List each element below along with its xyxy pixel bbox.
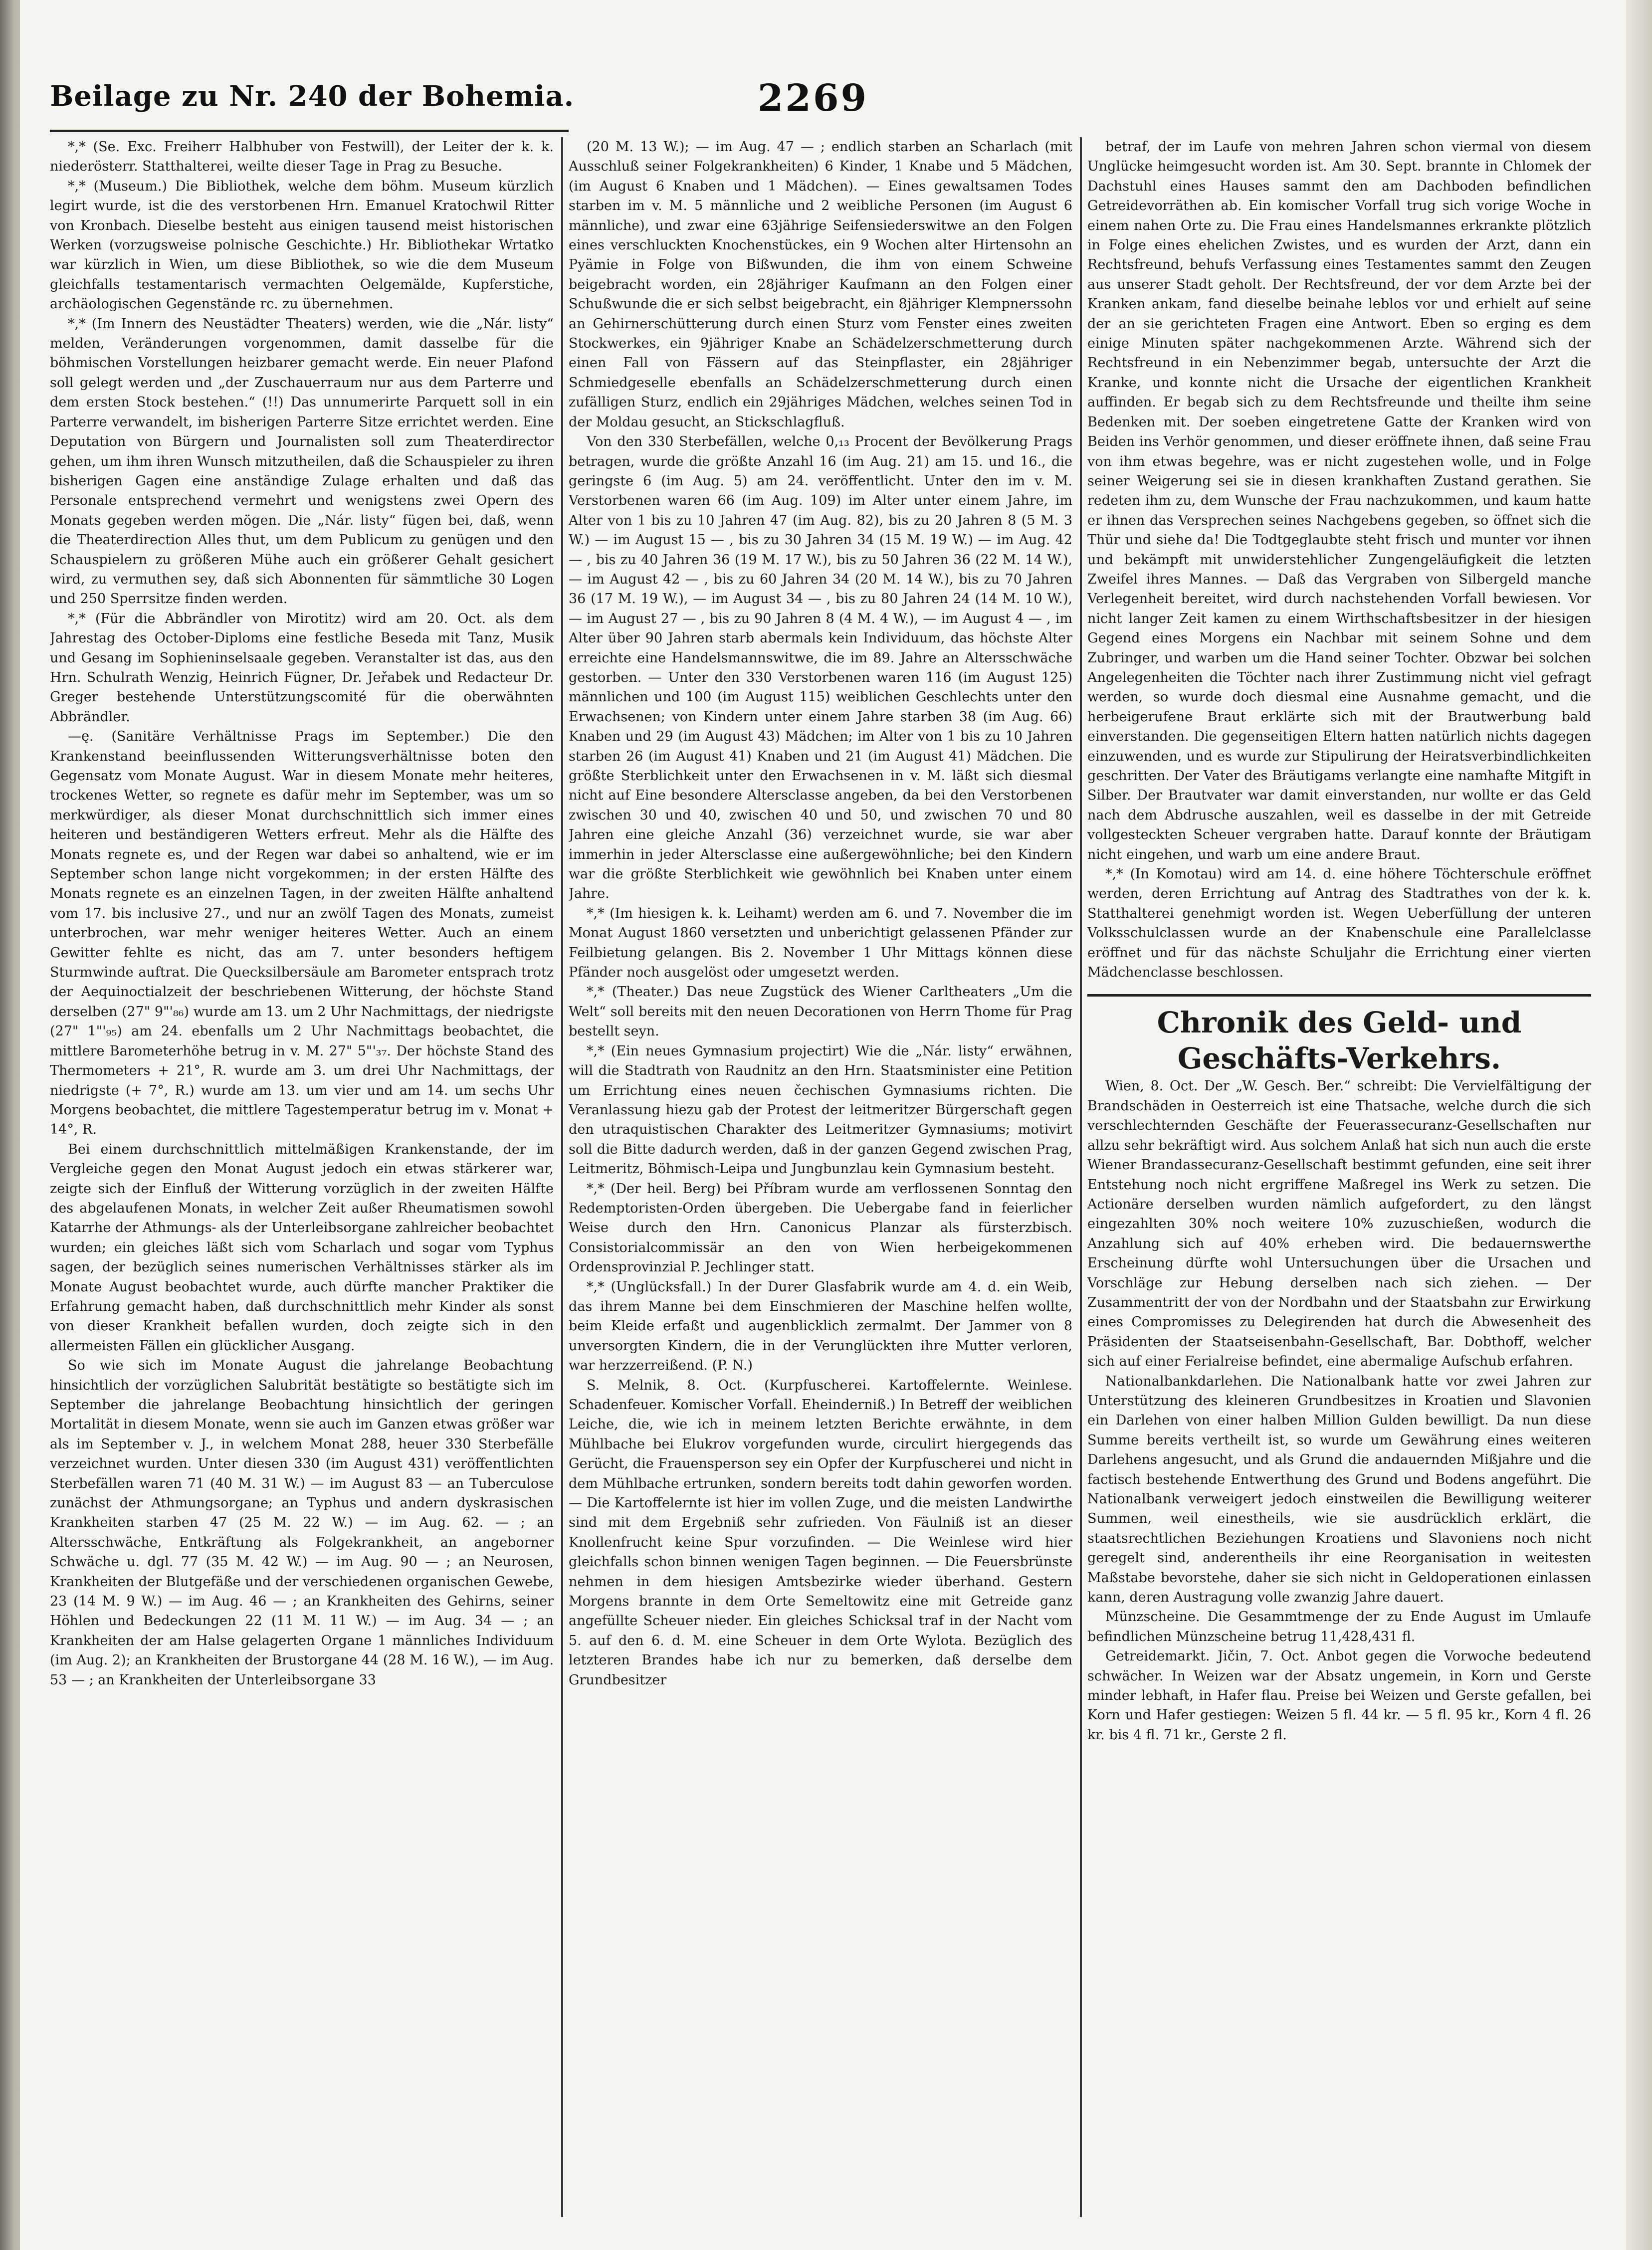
article-paragraph: Bei einem durchschnittlich mittelmäßigen Krankenstande, der im Vergleiche gegen den Monat August jedoch ein etwas stärkerer war, zeigte sich der Einfluß der Witterung vorzüglich in der zweiten Hälfte des abgelaufenen Monats, in welcher Zeit außer Rheumatismen sowohl Katarrhe der Athmungs- als der Unterleibsorgane zahlreicher beobachtet wurden; ein gleiches läßt sich vom Scharlach und sogar vom Typhus sagen, der bezüglich seines numerischen Verhältnisses stärker als im Monate August beobachtet wurde, auch dürfte mancher Praktiker die Erfahrung gemacht haben, daß durchschnittlich mehr Kinder als sonst von dieser Krankheit befallen wurden, doch zeigte sich in den allermeisten Fällen ein glücklicher Ausgang. <box>50 1141 554 1354</box>
article-paragraph: betraf, der im Laufe von mehren Jahren schon viermal von diesem Unglücke heimgesucht worden ist. Am 30. Sept. brannte in Chlomek der Dachstuhl eines Hauses sammt den am Dachboden befindlichen Getreidevorräthen ab. Ein komischer Vorfall trug sich vorige Woche in einem nahen Orte zu. Die Frau eines Handelsmannes erkrankte plötzlich in Folge eines ehelichen Zwistes, und es wurden der Arzt, dann ein Rechtsfreund, behufs Verfassung eines Testamentes sammt den Zeugen aus unserer Stadt geholt. Der Rechtsfreund, der vor dem Arzte bei der Kranken ankam, fand dieselbe beinahe leblos vor und erhielt auf seine der an sie gerichteten Fragen eine Antwort. Eben so erging es dem einige Minuten später nachgekommenen Arzte. Während sich der Rechtsfreund in ein Nebenzimmer begab, untersuchte der Arzt die Kranke, und konnte nicht die Ursache der eigentlichen Krankheit auffinden. Er begab sich zu dem Rechtsfreunde und theilte ihm seine Bedenken mit. Der soeben eingetretene Gatte der Kranken wird von Beiden ins Verhör genommen, und dieser eröffnete ihnen, daß seine Frau von ihm etwas begehre, was er nicht zugestehen wolle, und in Folge seiner Weigerung sei sie in diesen krankhaften Zustand gerathen. Sie redeten ihm zu, dem Wunsche der Frau nachzukommen, und kaum hatte er ihnen das Versprechen seines Nachgebens gegeben, so öffnet sich die Thür und siehe da! Die Todtgeglaubte steht frisch und munter vor ihnen und bekämpft mit unwiderstehlicher Zungengeläufigkeit die letzten Zweifel ihres Mannes. — Daß das Vergraben von Silbergeld manche Verlegenheit bereitet, wird durch nachstehenden Vorfall bewiesen. Vor nicht langer Zeit kamen zu einem Wirthschaftsbesitzer in der hiesigen Gegend eines Morgens ein Nachbar mit seinem Sohne und dem Zubringer, und warben um die Hand seiner Tochter. Obzwar bei solchen Angelegenheiten die Töchter nach ihrer Zustimmung nicht viel gefragt werden, so wurde doch diesmal eine Ausnahme gemacht, und die herbeigerufene Braut erklärte sich mit der Brautwerbung bald einverstanden. Die gegenseitigen Eltern hatten natürlich nichts dagegen einzuwenden, und es wurde zur Stipulirung der Heiratsverbindlichkeiten geschritten. Der Vater des Bräutigams verlangte eine namhafte Mitgift in Silber. Der Brautvater war damit einverstanden, nur wollte er das Geld nach dem Abdrusche auszahlen, weil es dasselbe in der mit Getreide vollgesteckten Scheuer vergraben hatte. Darauf konnte der Bräutigam nicht eingehen, und warb um eine andere Braut. <box>1087 139 1591 862</box>
article-paragraph: *,* (Se. Exc. Freiherr Halbhuber von Festwill), der Leiter der k. k. niederösterr. Statthalterei, weilte dieser Tage in Prag zu Besuche. <box>50 139 554 175</box>
section-heading: Chronik des Geld- und Geschäfts-Verkehrs. <box>1087 994 1591 1076</box>
column-middle <box>569 137 1072 2217</box>
article-paragraph: Münzscheine. Die Gesammtmenge der zu Ende August im Umlaufe befindlichen Münzscheine betrug 11,428,431 fl. <box>1087 1609 1591 1644</box>
column-divider <box>561 137 563 2217</box>
column-divider <box>1080 137 1082 2217</box>
article-paragraph: So wie sich im Monate August die jahrelange Beobachtung hinsichtlich der vorzüglichen Salubrität bestätigte so bestätigte sich im September die jahrelange Beobachtung hinsichtlich der geringen Mortalität in diesem Monate, wenn sie auch im Ganzen etwas größer war als im September v. J., in welchem Monat 288, heuer 330 Sterbefälle verzeichnet wurden. Unter diesen 330 (im August 431) veröffentlichten Sterbefällen waren 71 (40 M. 31 W.) — im August 83 — an Tuberculose zunächst der Athmungsorgane; an Typhus und andern dyskrasischen Krankheiten starben 47 (25 M. 22 W.) — im Aug. 62. — ; an Altersschwäche, Entkräftung als Folgekrankheit, an angeborner Schwäche u. dgl. 77 (35 M. 42 W.) — im Aug. 90 — ; an Neurosen, Krankheiten der Blutgefäße und der verschiedenen organischen Gewebe, 23 (14 M. 9 W.) — im Aug. 46 — ; an Krankheiten des Gehirns, seiner Höhlen und Bedeckungen 22 (11 M. 11 W.) — im Aug. 34 — ; an Krankheiten der am Halse gelagerten Organe 1 männliches Individuum (im Aug. 2); an Krankheiten der Brustorgane 44 (28 M. 16 W.), — im Aug. 53 — ; an Krankheiten der Unterleibsorgane 33 <box>50 1358 554 1688</box>
article-paragraph: Nationalbankdarlehen. Die Nationalbank hatte vor zwei Jahren zur Unterstützung des kleineren Grundbesitzes in Kroatien und Slavonien ein Darlehen von einer halben Million Gulden bewilligt. Da nun diese Summe bereits vertheilt ist, so wurde um Gewährung eines weiteren Darlehens angesucht, und als Grund die andauernden Mißjahre und die factisch bestehende Entwerthung des Grund und Bodens angeführt. Die Nationalbank verweigert jedoch einstweilen die Bewilligung weiterer Summen, weil einestheils, wie sie ausdrücklich erklärt, die staatsrechtlichen Beziehungen Kroatiens und Slavoniens noch nicht geregelt sind, anderentheils ihr eine Reorganisation in weitesten Maßstabe bevorstehe, daher sie sich nicht in Geldoperationen einlassen kann, deren Austragung volle zwanzig Jahre dauert. <box>1087 1373 1591 1606</box>
article-paragraph: *,* (Ein neues Gymnasium projectirt) Wie die „Nár. listy“ erwähnen, will die Stadtrath von Raudnitz an den Hrn. Staatsminister eine Petition um Errichtung eines neuen čechischen Gymnasiums richten. Die Veranlassung hiezu gab der Protest der leitmeritzer Bürgerschaft gegen den utraquistischen Charakter des Leitmeritzer Gymnasiums; motivirt soll die Bitte dadurch werden, daß in der ganzen Gegend zwischen Prag, Leitmeritz, Böhmisch-Leipa und Jungbunzlau kein Gymnasium besteht. <box>569 1043 1072 1177</box>
page-number: 2269 <box>758 77 868 120</box>
article-paragraph: Getreidemarkt. Jičin, 7. Oct. Anbot gegen die Vorwoche bedeutend schwächer. In Weizen war der Absatz ungemein, in Korn und Gerste minder lebhaft, in Hafer flau. Preise bei Weizen und Gerste gefallen, bei Korn und Hafer gestiegen: Weizen 5 fl. 44 kr. — 5 fl. 95 kr., Korn 4 fl. 26 kr. bis 4 fl. 71 kr., Gerste 2 fl. <box>1087 1648 1591 1743</box>
article-paragraph: *,* (In Komotau) wird am 14. d. eine höhere Töchterschule eröffnet werden, deren Errichtung auf Antrag des Stadtrathes von der k. k. Statthalterei genehmigt worden ist. Wegen Ueberfüllung der unteren Volksschulclassen wurde an der Knabenschule eine Parallelclasse eröffnet und für das nächste Schuljahr die Errichtung einer vierten Mädchenclasse beschlossen. <box>1087 866 1591 981</box>
article-paragraph: *,* (Unglücksfall.) In der Durer Glasfabrik wurde am 4. d. ein Weib, das ihrem Manne bei dem Einschmieren der Maschine helfen wollte, beim Kleide erfaßt und augenblicklich zermalmt. Der Jammer von 8 unversorgten Kindern, die in der Verunglückten ihre Mutter verloren, war herzzerreißend. (P. N.) <box>569 1279 1072 1374</box>
article-paragraph: *,* (Der heil. Berg) bei Příbram wurde am verflossenen Sonntag den Redemptoristen-Orden übergeben. Die Uebergabe fand in feierlicher Weise durch den Hrn. Canonicus Planzar als fürsterzbisch. Consistorialcommissär an den von Wien herbeigekommenen Ordensprovinzial P. Jechlinger statt. <box>569 1181 1072 1275</box>
column-left <box>50 137 554 2217</box>
article-paragraph: *,* (Museum.) Die Bibliothek, welche dem böhm. Museum kürzlich legirt wurde, ist die des verstorbenen Hrn. Emanuel Kratochwil Ritter von Kronbach. Dieselbe besteht aus einigen tausend meist historischen Werken (vorzugsweise polnische Geschichte.) Hr. Bibliothekar Wrtatko war kürzlich in Wien, um diese Bibliothek, so wie die dem Museum gleichfalls testamentarisch vermachten Oelgemälde, Kupferstiche, archäologischen Gegenstände rc. zu übernehmen. <box>50 178 554 312</box>
article-paragraph: —ę. (Sanitäre Verhältnisse Prags im September.) Die den Krankenstand beeinflussenden Witterungsverhältnisse boten den Gegensatz vom Monate August. War in diesem Monate mehr heiteres, trockenes Wetter, so regnete es dafür mehr im September, was um so merkwürdiger, als dieser Monat durchschnittlich sich immer eines heiteren und beständigeren Wetters erfreut. Mehr als die Hälfte des Monats regnete es, und der Regen war dabei so anhaltend, wie er im September schon lange nicht vorgekommen; in der ersten Hälfte des Monats regnete es an einzelnen Tagen, in der zweiten Hälfte anhaltend vom 17. bis inclusive 27., und nur an zwölf Tagen des Monats, zumeist unterbrochen, war mehr weniger heiteres Wetter. Auch an einem Gewitter fehlte es nicht, das am 7. unter besonders heftigem Sturmwinde auftrat. Die Quecksilbersäule am Barometer entsprach trotz der Aequinoctialzeit der beschriebenen Witterung, der höchste Stand derselben (27" 9"'₈₆) wurde am 13. um 2 Uhr Nachmittags, der niedrigste (27" 1"'₉₅) am 24. ebenfalls um 2 Uhr Nachmittags beobachtet, die mittlere Barometerhöhe betrug in v. M. 27" 5"'₃₇. Der höchste Stand des Thermometers + 21°, R. wurde am 3. um drei Uhr Nachmittags, der niedrigste (+ 7°, R.) wurde am 13. um vier und am 14. um sechs Uhr Morgens beobachtet, die mittlere Tagestemperatur betrug im v. Monat + 14°, R. <box>50 729 554 1138</box>
header-rule <box>50 130 569 132</box>
article-paragraph: S. Melnik, 8. Oct. (Kurpfuscherei. Kartoffelernte. Weinlese. Schadenfeuer. Komischer Vorfall. Eheinderniß.) In Betreff der weiblichen Leiche, die, wie ich in meinem letzten Berichte erwähnte, in dem Mühlbache bei Elukrov vorgefunden wurde, circulirt hiergegends das Gerücht, die Frauensperson sey ein Opfer der Kurpfuscherei und nicht in dem Mühlbache ertrunken, sondern bereits todt dahin geworfen worden. — Die Kartoffelernte ist hier im vollen Zuge, und die meisten Landwirthe sind mit dem Ergebniß sehr zufrieden. Von Fäulniß ist an dieser Knollenfrucht keine Spur vorzufinden. — Die Weinlese wird hier gleichfalls schon binnen wenigen Tagen beginnen. — Die Feuersbrünste nehmen in dem hiesigen Amtsbezirke wieder überhand. Gestern Morgens brannte in dem Orte Semeltowitz eine mit Getreide ganz angefüllte Scheuer nieder. Ein gleiches Schicksal traf in der Nacht vom 5. auf den 6. d. M. eine Scheuer in dem Orte Wylota. Bezüglich des letzteren Brandes habe ich nur zu bemerken, daß derselbe dem Grundbesitzer <box>569 1377 1072 1688</box>
supplement-title: Beilage zu Nr. 240 der Bohemia. <box>50 80 575 113</box>
article-paragraph: (20 M. 13 W.); — im Aug. 47 — ; endlich starben an Scharlach (mit Ausschluß seiner Folgekrankheiten) 6 Kinder, 1 Knabe und 5 Mädchen, (im August 6 Knaben und 1 Mädchen). — Eines gewaltsamen Todes starben im v. M. 5 männliche und 2 weibliche Personen (im August 6 männliche), und zwar eine 63jährige Seifensiederswitwe an den Folgen eines verschluckten Knochenstückes, ein 9 Wochen alter Hirtensohn an Pyämie in Folge von Bißwunden, die ihm von einem Schweine beigebracht worden, ein 28jähriger Kaufmann an den Folgen einer Schußwunde die er sich selbst beigebracht, ein 8jähriger Klempnerssohn an Gehirnerschütterung durch einen Sturz vom Fenster eines zweiten Stockwerkes, ein 9jähriger Knabe an Schädelzerschmetterung durch einen Fall von Fässern auf das Steinpflaster, ein 28jähriger Schmiedgeselle ebenfalls an Schädelzerschmetterung durch einen zufälligen Sturz, endlich ein 29jähriges Mädchen, welches seinen Tod in der Moldau gesucht, an Stickschlagfluß. <box>569 139 1072 430</box>
article-paragraph: Von den 330 Sterbefällen, welche 0,₁₃ Procent der Bevölkerung Prags betragen, wurde die größte Anzahl 16 (im Aug. 21) am 15. und 16., die geringste 6 (im Aug. 5) am 24. veröffentlicht. Unter den im v. M. Verstorbenen waren 66 (im Aug. 109) im Alter unter einem Jahre, im Alter von 1 bis zu 10 Jahren 47 (im Aug. 82), bis zu 20 Jahren 8 (5 M. 3 W.) — im August 15 — , bis zu 30 Jahren 34 (15 M. 19 W.) — im Aug. 42 — , bis zu 40 Jahren 36 (19 M. 17 W.), bis zu 50 Jahren 36 (22 M. 14 W.), — im August 42 — , bis zu 60 Jahren 34 (20 M. 14 W.), bis zu 70 Jahren 36 (17 M. 19 W.), — im August 34 — , bis zu 80 Jahren 24 (14 M. 10 W.), — im August 27 — , bis zu 90 Jahren 8 (4 M. 4 W.), — im August 4 — , im Alter über 90 Jahren starb abermals kein Individuum, das höchste Alter erreichte eine Handelsmannswitwe, die im 89. Jahre an Altersschwäche gestorben. — Unter den 330 Verstorbenen waren 116 (im August 125) männlichen und 100 (im August 115) weiblichen Geschlechts unter den Erwachsenen; von Kindern unter einem Jahre starben 38 (im Aug. 66) Knaben und 29 (im August 43) Mädchen; im Alter von 1 bis zu 10 Jahren starben 26 (im August 41) Knaben und 21 (im August 41) Mädchen. Die größte Sterblichkeit unter den Erwachsenen in v. M. läßt sich diesmal nicht auf Eine besondere Altersclasse angeben, da bei den Verstorbenen zwischen 30 und 40, zwischen 40 und 50, und zwischen 70 und 80 Jahren eine gleiche Anzahl (36) verzeichnet wurde, sie war aber immerhin in jeder Altersclasse eine außergewöhnliche; bei den Kindern war die größte Sterblichkeit wie gewöhnlich bei Knaben unter einem Jahre. <box>569 434 1072 902</box>
article-paragraph: *,* (Im Innern des Neustädter Theaters) werden, wie die „Nár. listy“ melden, Veränderungen vorgenommen, damit dasselbe für die böhmischen Vorstellungen heizbarer gemacht werde. Ein neuer Plafond soll gelegt werden und „der Zuschauerraum nur aus dem Parterre und dem ersten Stock bestehen.“ (!!) Das unnumerirte Parquett soll in ein Parterre verwandelt, im bisherigen Parterre Sitze errichtet werden. Eine Deputation von Bürgern und Journalisten soll zum Theaterdirector gehen, um ihm ihren Wunsch mitzutheilen, daß die Schauspieler zu ihren bisherigen Gagen eine anständige Zulage erhalten und daß das Personale entsprechend vermehrt und wenigstens zwei Opern des Monats gegeben werden mögen. Die „Nár. listy“ fügen bei, daß, wenn die Theaterdirection Alles thut, um dem Publicum zu genügen und den Schauspielern zu größeren Mühe auch ein größerer Gehalt gesichert wird, zu vermuthen sey, daß sich Abonnenten für sämmtliche 30 Logen und 250 Sperrsitze finden werden. <box>50 316 554 607</box>
page-edge <box>1626 0 1652 2250</box>
article-paragraph: *,* (Für die Abbrändler von Mirotitz) wird am 20. Oct. als dem Jahrestag des October-Diploms eine festliche Beseda mit Tanz, Musik und Gesang im Sophieninselsaale gegeben. Veranstalter ist das, aus den Hrn. Schulrath Wenzig, Heinrich Fügner, Dr. Jeřabek und Redacteur Dr. Greger bestehende Unterstützungscomité für die oberwähnten Abbrändler. <box>50 611 554 725</box>
page-header <box>50 77 1571 140</box>
article-paragraph: *,* (Theater.) Das neue Zugstück des Wiener Carltheaters „Um die Welt“ soll bereits mit den neuen Decorationen von Herrn Thome für Prag bestellt seyn. <box>569 984 1072 1039</box>
article-paragraph: Wien, 8. Oct. Der „W. Gesch. Ber.“ schreibt: Die Vervielfältigung der Brandschäden in Oesterreich ist eine Thatsache, welche durch die sich verschlechternden Geschäfte der Feuerassecuranz-Gesellschaften nur allzu sehr bekräftigt wird. Aus solchem Anlaß hat sich nun auch die erste Wiener Brandassecuranz-Gesellschaft bestimmt gefunden, eine seit ihrer Entstehung noch nicht ergriffene Maßregel ins Werk zu setzen. Die Actionäre derselben wurden nämlich aufgefordert, zu den längst eingezahlten 30% noch weitere 10% zuzuschießen, wodurch die Anzahlung sich auf 40% erheben wird. Die bedauernswerthe Erscheinung dürfte wohl Untersuchungen über die Ursachen und Vorschläge zur Hebung derselben nach sich ziehen. — Der Zusammentritt der von der Nordbahn und der Staatsbahn zur Erwirkung eines Compromisses zu Delegirenden hat durch die Abwesenheit des Präsidenten der Staatseisenbahn-Gesellschaft, Bar. Dobthoff, welcher sich auf einer Ferialreise befindet, eine abermalige Aufschub erfahren. <box>1087 1078 1591 1370</box>
column-right <box>1087 137 1591 2217</box>
article-paragraph: *,* (Im hiesigen k. k. Leihamt) werden am 6. und 7. November die im Monat August 1860 versetzten und unberichtigt gelassenen Pfänder zur Feilbietung gelangen. Bis 2. November 1 Uhr Mittags können diese Pfänder noch ausgelöst oder umgesetzt werden. <box>569 905 1072 981</box>
